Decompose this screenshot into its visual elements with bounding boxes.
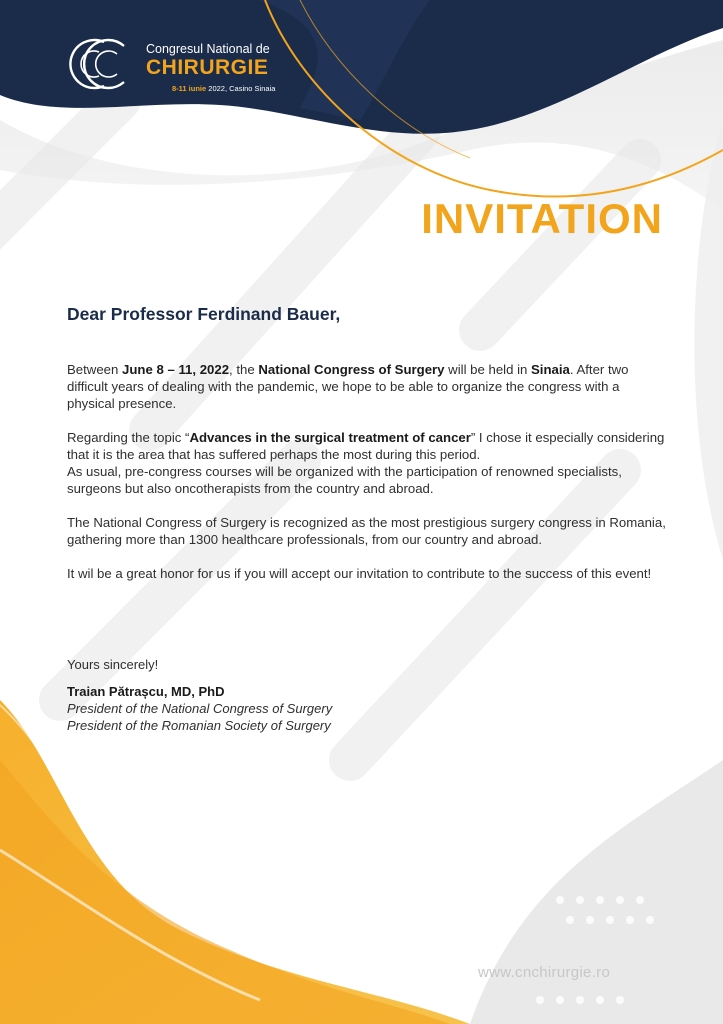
- congress-logo: [66, 34, 296, 96]
- event-dates: 8-11 iunie: [172, 84, 207, 93]
- text-segment: . After two difficult years of dealing with the pandemic, we hope to be able to organize the congress with a physical presence.: [67, 362, 629, 411]
- signature-role-2: President of the Romanian Society of Surgery: [67, 718, 331, 733]
- text-segment: Regarding the topic “: [67, 430, 190, 445]
- website-url: www.cnchirurgie.ro: [478, 964, 611, 981]
- logo-event-info: [172, 84, 275, 93]
- cc-logo-icon: [66, 34, 136, 94]
- paragraph-1: [67, 361, 667, 412]
- logo-title: CHIRURGIE: [146, 56, 269, 79]
- signature-name: Traian Pătrașcu, MD, PhD: [67, 684, 225, 699]
- letter-body: [67, 361, 667, 599]
- topic-bold: Advances in the surgical treatment of cancer: [189, 430, 471, 445]
- text-segment: , the: [229, 362, 259, 377]
- text-segment: will be held in: [444, 362, 532, 377]
- event-dates-bold: June 8 – 11, 2022: [122, 362, 230, 377]
- congress-name-bold: National Congress of Surgery: [258, 362, 445, 377]
- paragraph-3: The National Congress of Surgery is recognized as the most prestigious surgery congress in Romania, gathering more than 1300 healthcare professionals, from our country and abroad.: [67, 515, 666, 547]
- paragraph-4: It wil be a great honor for us if you will accept our invitation to contribute to the success of this event!: [67, 566, 652, 581]
- signature-role-1: President of the National Congress of Surgery: [67, 701, 333, 716]
- text-segment: ” I chose it especially considering that it is the area that has suffered perhaps the most during this period.: [67, 430, 665, 462]
- event-place: 2022, Casino Sinaia: [206, 84, 276, 93]
- paragraph-2: [67, 429, 667, 497]
- text-segment: As usual, pre-congress courses will be organized with the participation of renowned specialists, surgeons but also oncotherapists from the country and abroad.: [67, 464, 622, 496]
- text-segment: Between: [67, 362, 122, 377]
- closing: Yours sincerely!: [67, 657, 159, 672]
- page-title: INVITATION: [421, 195, 663, 242]
- logo-subtitle: Congresul National de: [146, 42, 270, 56]
- location-bold: Sinaia: [531, 362, 570, 377]
- greeting: Dear Professor Ferdinand Bauer,: [67, 304, 341, 324]
